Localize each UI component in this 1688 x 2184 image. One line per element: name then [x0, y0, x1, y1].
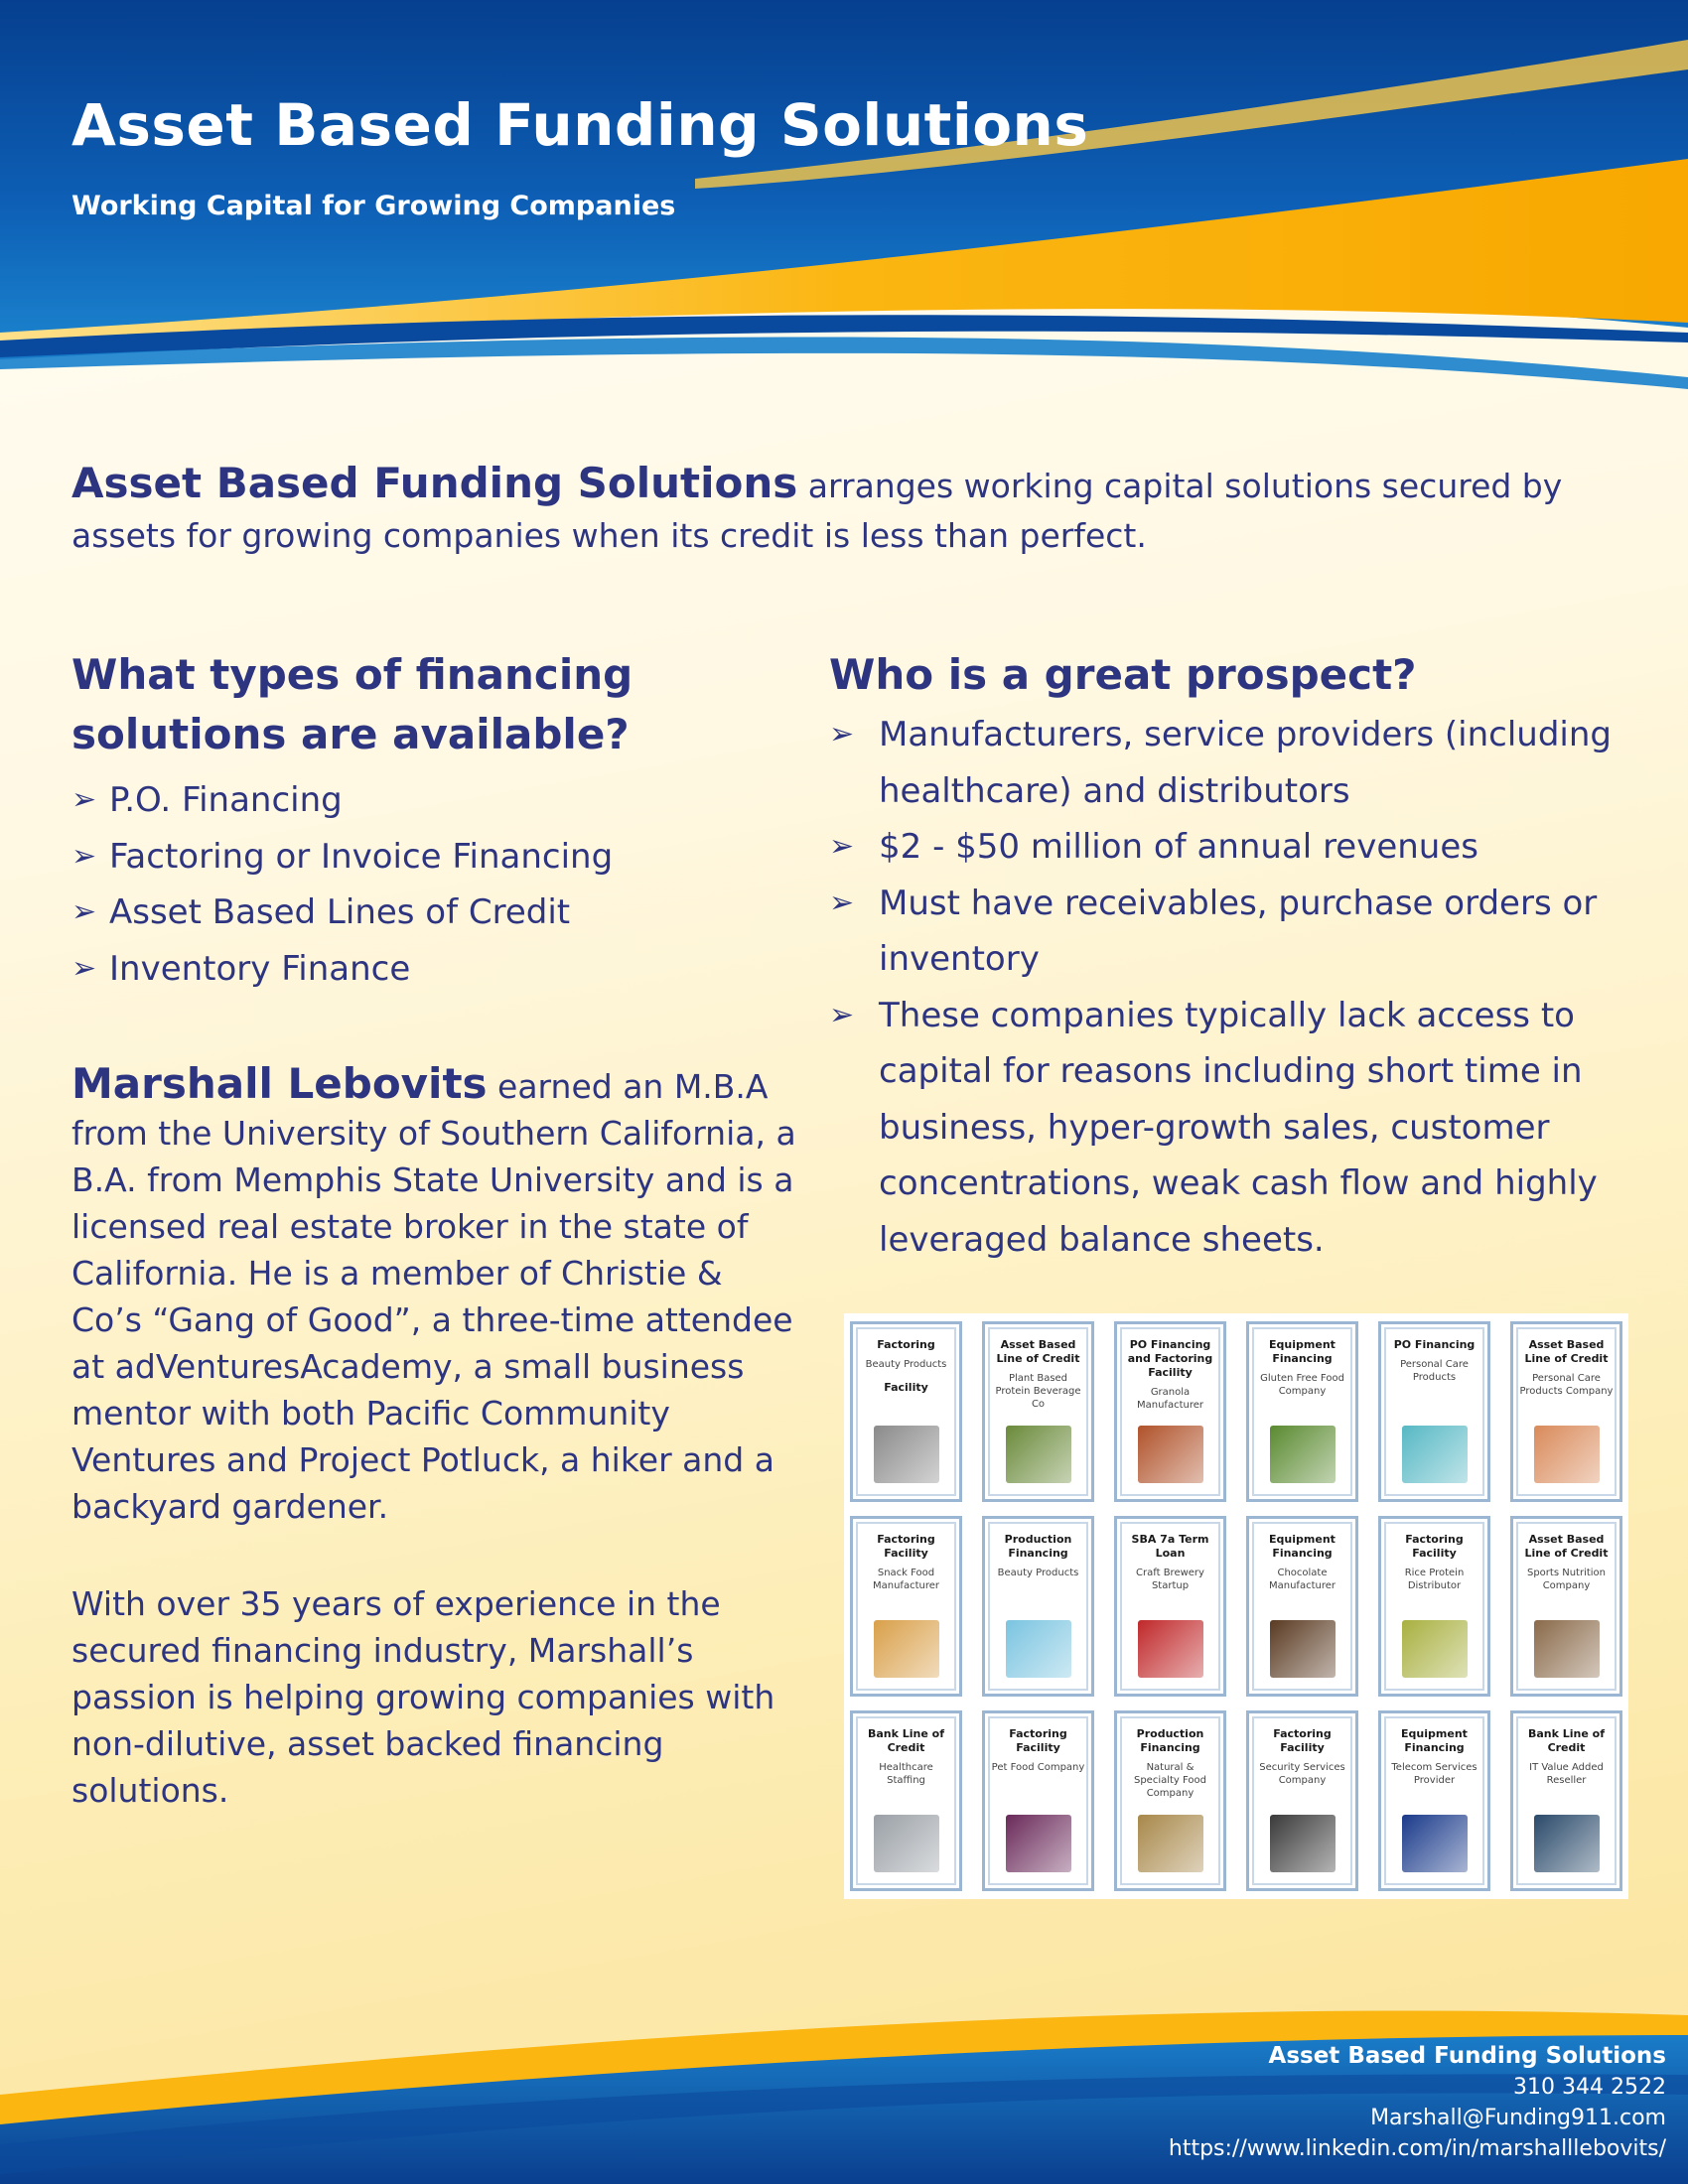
intro-company-name: Asset Based Funding Solutions [71, 459, 798, 507]
deal-tile-title: Factoring Facility [1405, 1533, 1464, 1560]
deal-tile-industry: Personal Care Products [1400, 1359, 1469, 1383]
deal-tile-title: Production Financing [1004, 1533, 1072, 1560]
deal-tile [850, 1321, 962, 1502]
deal-tile-title: Asset Based Line of Credit [996, 1338, 1080, 1365]
deal-tile [1378, 1710, 1490, 1891]
deal-tile-photo [874, 1620, 939, 1678]
deal-tile-industry: Plant Based Protein Beverage Co [995, 1373, 1081, 1410]
bio-text: earned an M.B.A from the University of Southern California, a B.A. from Memphis State University and is a licensed real estate broker in the state of California. He is a member of Christie & Co’s “Gang of Good”, a three-time attendee at adVenturesAcademy, a small business mentor with both Pacific Community Ventures and Project Potluck, a hiker and a backyard gardener. [71, 1067, 796, 1526]
deal-tile-industry: Gluten Free Food Company [1260, 1373, 1344, 1397]
deal-tile-title: Factoring Facility [1009, 1727, 1067, 1754]
deal-tile-photo [1138, 1426, 1203, 1483]
deal-tile-photo [874, 1426, 939, 1483]
deal-tile [850, 1710, 962, 1891]
list-item: ➢ Must have receivables, purchase orders or inventory [829, 876, 1623, 988]
deal-tile-title: Asset Based Line of Credit [1524, 1338, 1609, 1365]
deal-tile-industry: Beauty Products [865, 1359, 947, 1370]
deal-tile [1510, 1321, 1622, 1502]
deal-tile-photo [1534, 1815, 1600, 1872]
arrow-bullet-icon: ➢ [71, 782, 97, 817]
footer-linkedin-link[interactable]: https://www.linkedin.com/in/marshalllebovits/ [1168, 2136, 1666, 2161]
list-item: ➢ Asset Based Lines of Credit [71, 885, 786, 941]
deal-tile-industry: Granola Manufacturer [1137, 1387, 1203, 1411]
deal-tile-industry: Chocolate Manufacturer [1269, 1568, 1336, 1591]
arrow-bullet-icon: ➢ [829, 829, 855, 864]
deal-tile [1378, 1516, 1490, 1697]
deal-tile-photo [1006, 1620, 1071, 1678]
deal-tile-industry: Pet Food Company [991, 1762, 1085, 1773]
deal-tile [1246, 1516, 1358, 1697]
deal-tile-photo [1006, 1815, 1071, 1872]
deal-tile-title: Equipment Financing [1269, 1338, 1336, 1365]
page-title: Asset Based Funding Solutions [71, 91, 1089, 159]
footer-contact [1169, 2041, 1666, 2164]
deal-tile-industry: IT Value Added Reseller [1529, 1762, 1604, 1786]
deal-tile-photo [1138, 1620, 1203, 1678]
deal-tile-industry: Personal Care Products Company [1519, 1373, 1614, 1397]
deal-tile-photo [1270, 1426, 1336, 1483]
deal-tile-industry: Natural & Specialty Food Company [1133, 1762, 1207, 1799]
deal-tile-title: Bank Line of Credit [1527, 1727, 1606, 1754]
arrow-bullet-icon: ➢ [829, 717, 855, 751]
deal-tile-title: PO Financing [1393, 1338, 1476, 1351]
deal-tile [982, 1516, 1094, 1697]
deal-tile-title: Factoring Facility [1273, 1727, 1332, 1754]
deal-tile-title: Asset Based Line of Credit [1524, 1533, 1609, 1560]
deal-tile-photo [1138, 1815, 1203, 1872]
deal-tile-photo [1402, 1815, 1468, 1872]
list-item: ➢ $2 - $50 million of annual revenues [829, 819, 1623, 876]
arrow-bullet-icon: ➢ [829, 997, 855, 1032]
arrow-bullet-icon: ➢ [71, 950, 97, 986]
list-item: ➢ Factoring or Invoice Financing [71, 829, 786, 886]
deal-tile [1114, 1321, 1226, 1502]
deal-tile-industry: Beauty Products [997, 1568, 1079, 1578]
deal-tile-title: Equipment Financing [1269, 1533, 1336, 1560]
deal-tile-title-extra: Facility [884, 1381, 928, 1394]
intro-text: arranges working capital solutions secured by assets for growing companies when its credit is less than perfect. [71, 467, 1563, 555]
deal-tile [982, 1710, 1094, 1891]
deal-tile-photo [1534, 1426, 1600, 1483]
deal-tile [850, 1516, 962, 1697]
deal-tile-title: PO Financing and Factoring Facility [1127, 1338, 1213, 1379]
deal-tile-title: Factoring [877, 1338, 935, 1351]
bio-paragraph [71, 1060, 796, 1530]
list-item: ➢ Inventory Finance [71, 941, 786, 998]
prospect-heading: Who is a great prospect? [829, 650, 1417, 699]
deal-tile [1378, 1321, 1490, 1502]
arrow-bullet-icon: ➢ [829, 885, 855, 920]
deal-tile-industry: Security Services Company [1259, 1762, 1345, 1786]
deal-tile-photo [1402, 1426, 1468, 1483]
bio-name: Marshall Lebovits [71, 1059, 488, 1108]
footer-phone[interactable]: 310 344 2522 [1513, 2075, 1666, 2100]
list-item: ➢ P.O. Financing [71, 772, 786, 829]
arrow-bullet-icon: ➢ [71, 838, 97, 874]
deal-tile [1510, 1710, 1622, 1891]
deal-tile [1114, 1516, 1226, 1697]
deal-tile-title: SBA 7a Term Loan [1131, 1533, 1209, 1560]
page-subtitle: Working Capital for Growing Companies [71, 191, 676, 221]
deal-tile [1246, 1321, 1358, 1502]
financing-list [71, 772, 786, 997]
deal-tile-industry: Telecom Services Provider [1391, 1762, 1477, 1786]
deal-tile-photo [1270, 1620, 1336, 1678]
intro-paragraph [71, 459, 1601, 561]
arrow-bullet-icon: ➢ [71, 894, 97, 929]
deal-tile-industry: Healthcare Staffing [879, 1762, 933, 1786]
prospect-list [829, 707, 1623, 1268]
deal-tile-title: Bank Line of Credit [867, 1727, 945, 1754]
deal-tile-photo [1534, 1620, 1600, 1678]
deal-tile-photo [1006, 1426, 1071, 1483]
deal-tile-industry: Snack Food Manufacturer [873, 1568, 939, 1591]
financing-heading: What types of financing solutions are available? [71, 650, 633, 758]
deal-tile-photo [1270, 1815, 1336, 1872]
list-item: ➢ Manufacturers, service providers (including healthcare) and distributors [829, 707, 1623, 819]
deal-tile-industry: Sports Nutrition Company [1526, 1568, 1607, 1591]
deal-tile [1246, 1710, 1358, 1891]
deal-tile [1114, 1710, 1226, 1891]
footer-company: Asset Based Funding Solutions [1268, 2043, 1666, 2069]
deal-tile [982, 1321, 1094, 1502]
deal-tile-industry: Rice Protein Distributor [1404, 1568, 1465, 1591]
footer-email[interactable]: Marshall@Funding911.com [1370, 2106, 1666, 2130]
list-item: ➢ These companies typically lack access to capital for reasons including short time in business, hyper-growth sales, customer concentrations, weak cash flow and highly leveraged balance sheets. [829, 988, 1623, 1269]
deal-tile-photo [874, 1815, 939, 1872]
deal-tile-title: Factoring Facility [877, 1533, 935, 1560]
deal-tile-photo [1402, 1620, 1468, 1678]
deal-tile [1510, 1516, 1622, 1697]
deal-tile-industry: Craft Brewery Startup [1136, 1568, 1204, 1591]
deal-tiles-grid [844, 1313, 1628, 1899]
deal-tile-title: Equipment Financing [1401, 1727, 1468, 1754]
experience-paragraph: With over 35 years of experience in the secured financing industry, Marshall’s passion is helping growing companies with non-dilutive, asset backed financing solutions. [71, 1584, 775, 1810]
deal-tile-title: Production Financing [1136, 1727, 1204, 1754]
